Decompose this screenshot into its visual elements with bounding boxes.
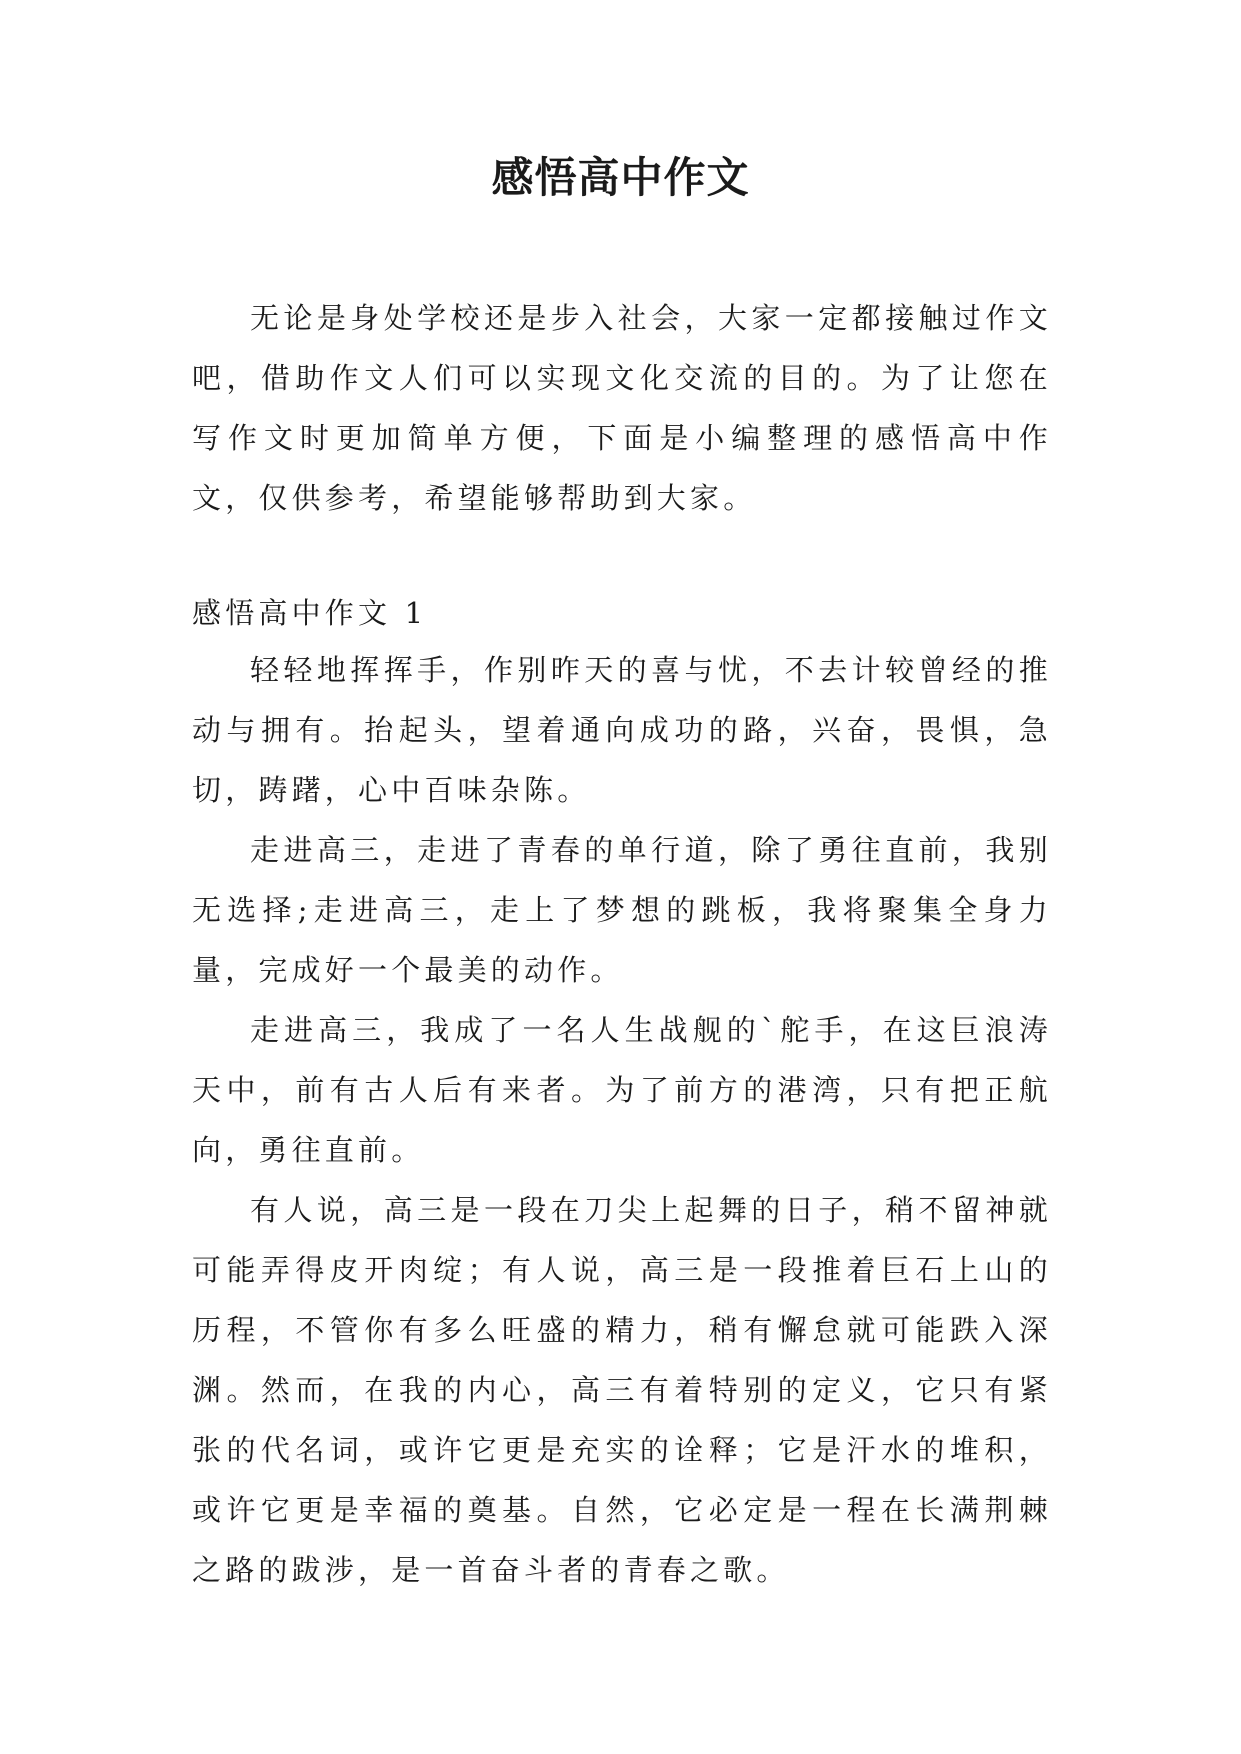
- document-title: 感悟高中作文: [491, 153, 750, 202]
- essay-paragraph-3: 走进高三，我成了一名人生战舰的`舵手，在这巨浪涛天中，前有古人后有来者。为了前方的港湾，只有把正航向，勇往直前。: [192, 1013, 1052, 1167]
- essay-paragraph-4: 有人说，高三是一段在刀尖上起舞的日子，稍不留神就可能弄得皮开肉绽；有人说，高三是一段推着巨石上山的历程，不管你有多么旺盛的精力，稍有懈怠就可能跌入深渊。然而，在我的内心，高三有着特别的定义，它只有紧张的代名词，或许它更是充实的诠释；它是汗水的堆积，或许它更是幸福的奠基。自然，它必定是一程在长满荆棘之路的跋涉，是一首奋斗者的青春之歌。: [192, 1193, 1052, 1587]
- essay-paragraph-2: 走进高三，走进了青春的单行道，除了勇往直前，我别无选择;走进高三，走上了梦想的跳板，我将聚集全身力量，完成好一个最美的动作。: [192, 833, 1052, 987]
- intro-paragraph: 无论是身处学校还是步入社会，大家一定都接触过作文吧，借助作文人们可以实现文化交流的目的。为了让您在写作文时更加简单方便，下面是小编整理的感悟高中作文，仅供参考，希望能够帮助到大家。: [192, 301, 1052, 515]
- essay-body: [192, 640, 1052, 1600]
- section-title: 感悟高中作文 1: [192, 596, 428, 630]
- intro-paragraph-block: [192, 288, 1052, 528]
- essay-paragraph-1: 轻轻地挥挥手，作别昨天的喜与忧，不去计较曾经的推动与拥有。抬起头，望着通向成功的路，兴奋，畏惧，急切，踌躇，心中百味杂陈。: [192, 653, 1052, 807]
